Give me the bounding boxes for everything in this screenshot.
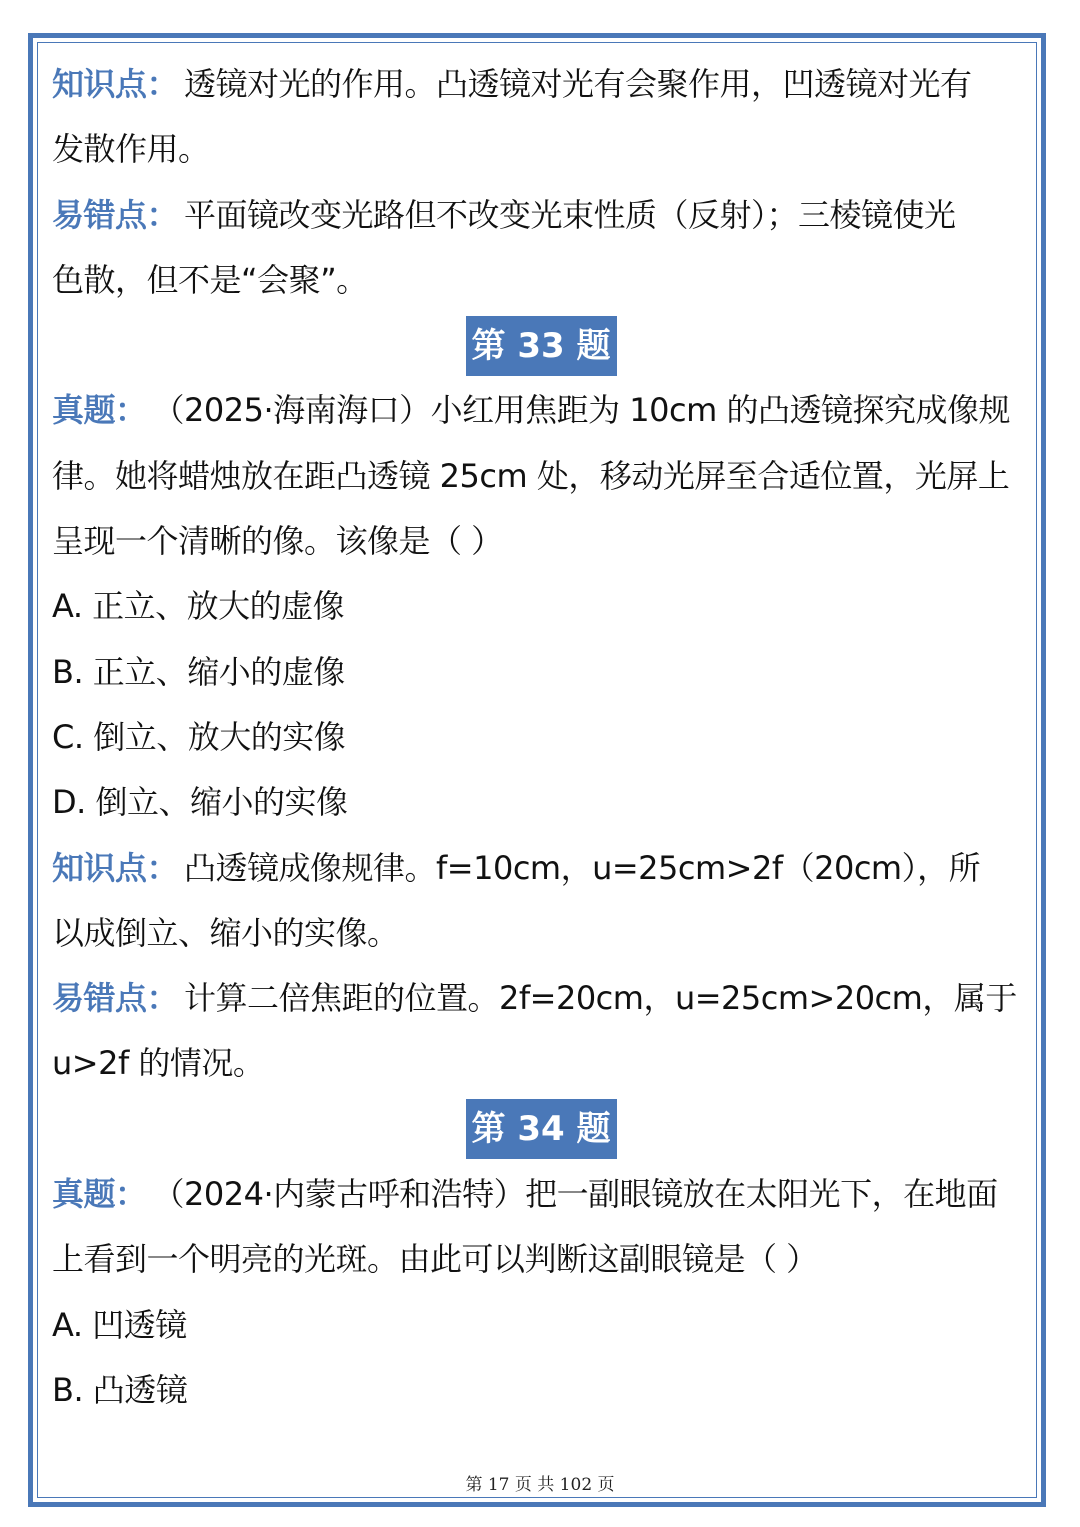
- knowledge-point-line: [52, 52, 1030, 117]
- question-text: （2025·海南海口）小红用焦距为 10cm 的凸透镜探究成像规: [152, 391, 1010, 430]
- mistake-point-line: [52, 966, 1030, 1031]
- option-a: A. 凹透镜: [52, 1305, 187, 1344]
- question-line: [52, 1162, 1030, 1227]
- mistake-point-line: [52, 183, 1030, 248]
- knowledge-point-text: 透镜对光的作用。凸透镜对光有会聚作用，凹透镜对光有: [184, 65, 972, 103]
- question-text: 上看到一个明亮的光斑。由此可以判断这副眼镜是（ ）: [52, 1240, 818, 1279]
- question-line-2: [52, 444, 1030, 509]
- mistake-point-label: 易错点：: [52, 195, 179, 234]
- option-c: C. 倒立、放大的实像: [52, 717, 346, 756]
- option-b: B. 正立、缩小的虚像: [52, 652, 345, 691]
- question-line-3: [52, 509, 1030, 574]
- question-text: 呈现一个清晰的像。该像是（ ）: [52, 522, 503, 561]
- question-34-heading: 第 34 题: [466, 1099, 617, 1159]
- question-heading-row: [52, 313, 1030, 378]
- knowledge-point-line-2: [52, 901, 1030, 966]
- knowledge-point-label: 知识点：: [52, 65, 179, 103]
- option-a: A. 正立、放大的虚像: [52, 587, 345, 626]
- mistake-point-text: 色散，但不是“会聚”。: [52, 260, 368, 299]
- page-number-footer: 第 17 页 共 102 页: [465, 1475, 615, 1495]
- mistake-point-line-2: [52, 1031, 1030, 1096]
- knowledge-point-line-2: [52, 117, 1030, 182]
- question-label: 真题：: [52, 391, 147, 430]
- mistake-point-text: 计算二倍焦距的位置。2f=20cm，u=25cm>20cm，属于: [184, 979, 1017, 1018]
- question-text: 律。她将蜡烛放在距凸透镜 25cm 处，移动光屏至合适位置，光屏上: [52, 456, 1010, 495]
- option-b: B. 凸透镜: [52, 1370, 188, 1409]
- question-heading-row: [52, 1097, 1030, 1162]
- question-label: 真题：: [52, 1175, 147, 1214]
- mistake-point-label: 易错点：: [52, 979, 179, 1018]
- mistake-point-text: u>2f 的情况。: [52, 1044, 265, 1083]
- option-d: D. 倒立、缩小的实像: [52, 783, 348, 822]
- knowledge-point-label: 知识点：: [52, 848, 179, 887]
- question-line: [52, 378, 1030, 443]
- mistake-point-line-2: [52, 248, 1030, 313]
- knowledge-point-line: [52, 836, 1030, 901]
- question-33-heading: 第 33 题: [466, 316, 617, 376]
- question-text: （2024·内蒙古呼和浩特）把一副眼镜放在太阳光下，在地面: [152, 1175, 998, 1214]
- knowledge-point-text: 发散作用。: [52, 130, 210, 169]
- question-line-2: [52, 1227, 1030, 1292]
- knowledge-point-text: 以成倒立、缩小的实像。: [52, 913, 399, 952]
- page-content: [52, 52, 1030, 1423]
- mistake-point-text: 平面镜改变光路但不改变光束性质（反射）；三棱镜使光: [184, 195, 956, 234]
- knowledge-point-text: 凸透镜成像规律。f=10cm，u=25cm>2f（20cm），所: [184, 848, 981, 887]
